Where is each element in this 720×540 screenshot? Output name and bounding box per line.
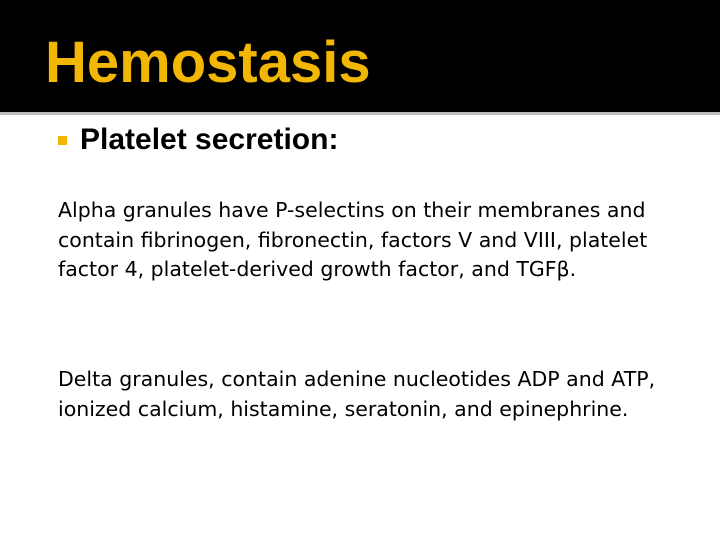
bullet-heading: Platelet secretion: — [80, 123, 339, 156]
slide-title: Hemostasis — [45, 30, 371, 95]
title-bar — [0, 0, 720, 112]
alpha-granules-paragraph: Alpha granules have P-selectins on their membranes and contain fibrinogen, fibronectin, factors V and VIII, platelet factor 4, platelet-derived growth factor, and TGFβ. — [58, 198, 648, 281]
square-bullet-icon — [58, 136, 67, 145]
delta-granules-paragraph: Delta granules, contain adenine nucleotides ADP and ATP, ionized calcium, histamine, seratonin, and epinephrine. — [58, 367, 656, 421]
bullet-item — [58, 118, 338, 162]
